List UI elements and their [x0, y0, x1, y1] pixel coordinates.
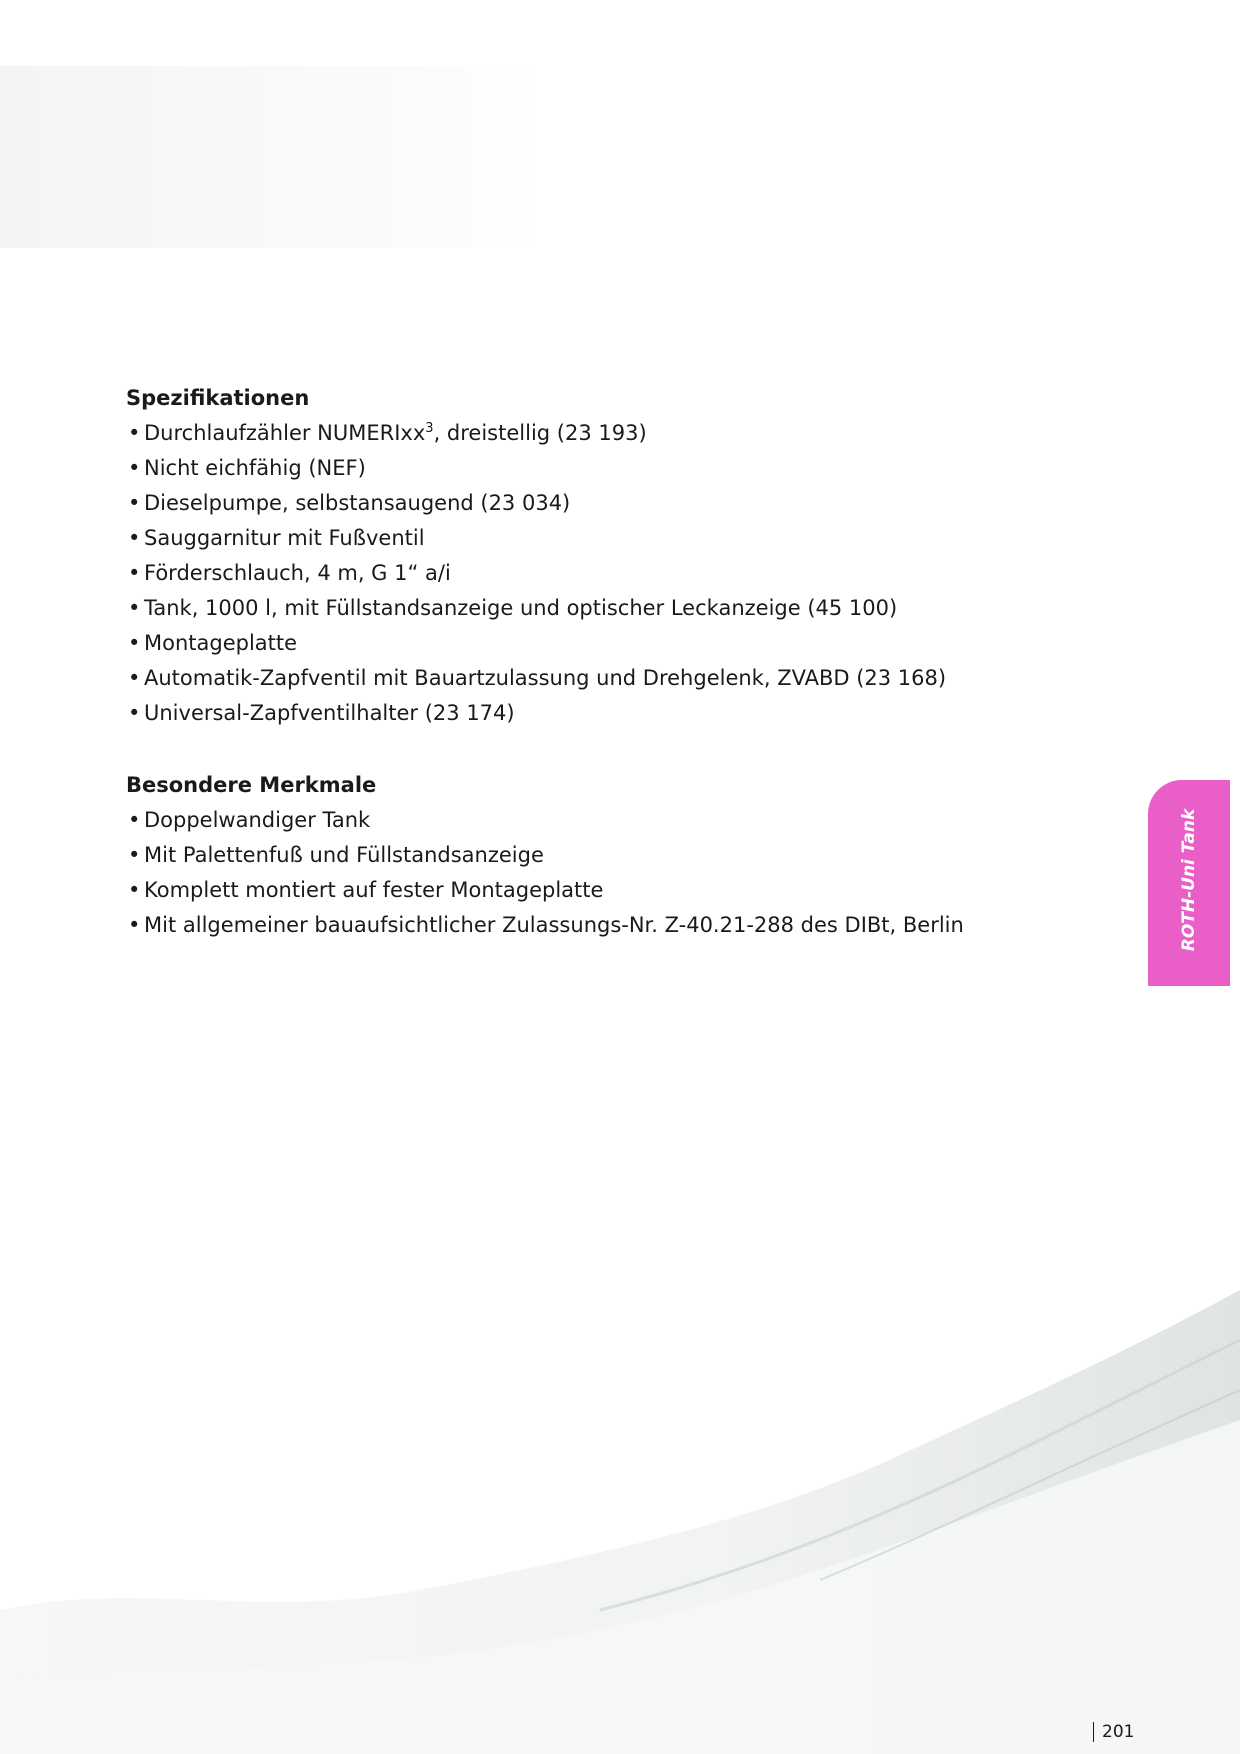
- bullet-icon: •: [128, 596, 141, 620]
- list-item-text: Durchlaufzähler NUMERIxx: [144, 421, 426, 445]
- features-heading: Besondere Merkmale: [126, 773, 377, 797]
- list-item: [126, 486, 1126, 521]
- bullet-icon: •: [128, 843, 141, 867]
- bullet-icon: •: [128, 421, 141, 445]
- bullet-icon: •: [128, 456, 141, 480]
- list-item-text: Automatik-Zapfventil mit Bauartzulassung und Drehgelenk, ZVABD (23 168): [144, 666, 947, 690]
- bullet-icon: •: [128, 631, 141, 655]
- list-item-text: Sauggarnitur mit Fußventil: [144, 526, 425, 550]
- bullet-icon: •: [128, 666, 141, 690]
- specifications-section: [126, 380, 1126, 731]
- water-wave-background: [0, 1280, 1240, 1754]
- specifications-heading: Spezifikationen: [126, 386, 310, 410]
- bullet-icon: •: [128, 808, 141, 832]
- list-item-text: Mit allgemeiner bauaufsichtlicher Zulassungs-Nr. Z-40.21-288 des DIBt, Berlin: [144, 913, 964, 937]
- list-item-text: Dieselpumpe, selbstansaugend (23 034): [144, 491, 571, 515]
- list-item: [126, 661, 1126, 696]
- list-item: [126, 873, 1126, 908]
- features-section: [126, 767, 1126, 943]
- chapter-tab-label: ROTH-Uni Tank: [1179, 808, 1199, 952]
- superscript: 3: [425, 421, 434, 436]
- bullet-icon: •: [128, 913, 141, 937]
- list-item: [126, 416, 1126, 451]
- list-item-text: Mit Palettenfuß und Füllstandsanzeige: [144, 843, 544, 867]
- page-number: 201: [1093, 1722, 1134, 1742]
- list-item-text: Universal-Zapfventilhalter (23 174): [144, 701, 515, 725]
- list-item: [126, 626, 1126, 661]
- list-item: [126, 451, 1126, 486]
- list-item-text: Tank, 1000 l, mit Füllstandsanzeige und optischer Leckanzeige (45 100): [144, 596, 898, 620]
- bullet-icon: •: [128, 878, 141, 902]
- list-item-text: Nicht eichfähig (NEF): [144, 456, 366, 480]
- list-item: [126, 521, 1126, 556]
- chapter-tab: [1148, 780, 1230, 986]
- specifications-list: [126, 416, 1126, 731]
- list-item-text: Montageplatte: [144, 631, 298, 655]
- list-item-text: Doppelwandiger Tank: [144, 808, 371, 832]
- main-content: [126, 380, 1126, 943]
- list-item-text: Komplett montiert auf fester Montageplatte: [144, 878, 604, 902]
- list-item: [126, 591, 1126, 626]
- list-item: [126, 838, 1126, 873]
- bullet-icon: •: [128, 561, 141, 585]
- list-item: [126, 556, 1126, 591]
- features-list: [126, 803, 1126, 943]
- list-item: [126, 908, 1126, 943]
- list-item-text-rest: , dreistellig (23 193): [433, 421, 647, 445]
- bullet-icon: •: [128, 701, 141, 725]
- header-background-block: [0, 66, 545, 248]
- list-item-text: Förderschlauch, 4 m, G 1“ a/i: [144, 561, 451, 585]
- bullet-icon: •: [128, 526, 141, 550]
- list-item: [126, 803, 1126, 838]
- list-item: [126, 696, 1126, 731]
- bullet-icon: •: [128, 491, 141, 515]
